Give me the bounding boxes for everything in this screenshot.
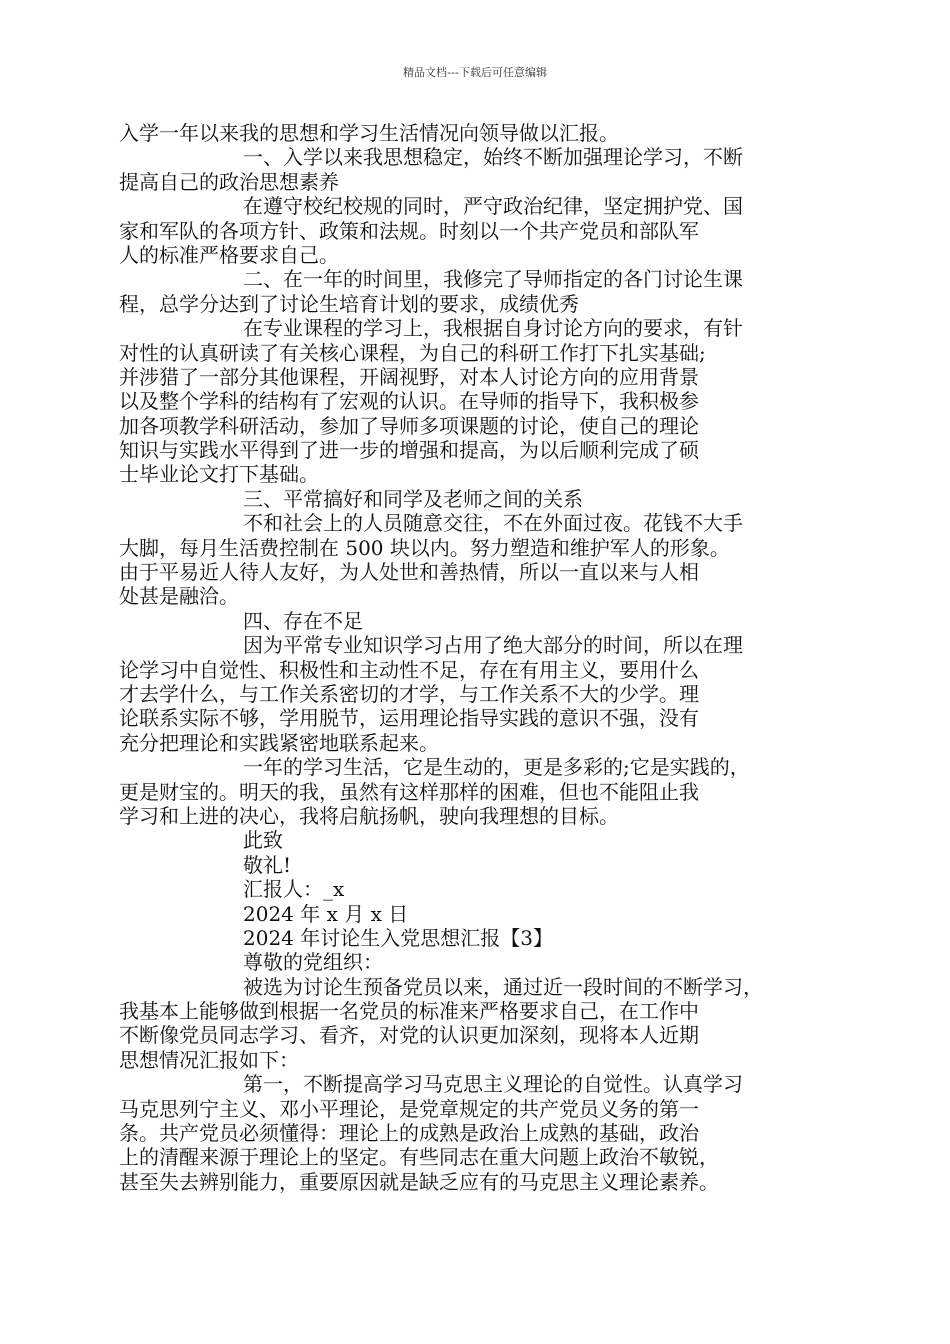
text-line: 不和社会上的人员随意交往，不在外面过夜。花钱不大手 [243, 511, 743, 536]
text-line: 以及整个学科的结构有了宏观的认识。在导师的指导下，我积极参 [119, 389, 699, 414]
text-line: 敬礼! [243, 852, 292, 877]
text-line: 我基本上能够做到根据一名党员的标准来严格要求自己，在工作中 [119, 999, 699, 1024]
text-line: 四、存在不足 [243, 608, 363, 633]
text-line: 尊敬的党组织： [243, 950, 383, 975]
text-line: 二、在一年的时间里，我修完了导师指定的各门讨论生课 [243, 267, 743, 292]
page-header: 精品文档---下载后可任意编辑 [403, 66, 547, 79]
document-body [119, 121, 839, 1194]
text-line: 第一，不断提高学习马克思主义理论的自觉性。认真学习 [243, 1072, 743, 1097]
text-line: 学习和上进的决心，我将启航扬帆，驶向我理想的目标。 [119, 803, 619, 828]
text-line: 提高自己的政治思想素养 [119, 169, 339, 194]
text-line: 不断像党员同志学习、看齐，对党的认识更加深刻，现将本人近期 [119, 1023, 699, 1048]
text-line: 处甚是融洽。 [119, 584, 239, 609]
text-line: 三、平常搞好和同学及老师之间的关系 [243, 486, 583, 511]
text-line: 知识与实践水平得到了进一步的增强和提高，为以后顺利完成了硕 [119, 438, 699, 463]
text-line: 人的标准严格要求自己。 [119, 242, 339, 267]
text-line: 在专业课程的学习上，我根据自身讨论方向的要求，有针 [243, 316, 743, 341]
text-line: 2024 年讨论生入党思想汇报【3】 [243, 925, 553, 950]
text-line: 对性的认真研读了有关核心课程，为自己的科研工作打下扎实基础; [119, 340, 706, 365]
text-line: 在遵守校纪校规的同时，严守政治纪律，坚定拥护党、国 [243, 194, 743, 219]
text-line: 士毕业论文打下基础。 [119, 462, 319, 487]
text-line: 因为平常专业知识学习占用了绝大部分的时间，所以在理 [243, 633, 743, 658]
text-line: 汇报人：_x [243, 877, 345, 902]
text-line: 甚至失去辨别能力，重要原因就是缺乏应有的马克思主义理论素养。 [119, 1169, 719, 1194]
text-line: 被选为讨论生预备党员以来，通过近一段时间的不断学习， [243, 974, 763, 999]
text-line: 家和军队的各项方针、政策和法规。时刻以一个共产党员和部队军 [119, 218, 699, 243]
text-line: 程，总学分达到了讨论生培育计划的要求，成绩优秀 [119, 291, 579, 316]
text-line: 一、入学以来我思想稳定，始终不断加强理论学习，不断 [243, 145, 743, 170]
text-line: 2024 年 x 月 x 日 [243, 901, 409, 926]
text-line: 上的清醒来源于理论上的坚定。有些同志在重大问题上政治不敏锐， [119, 1145, 719, 1170]
text-line: 更是财宝的。明天的我，虽然有这样那样的困难，但也不能阻止我 [119, 779, 699, 804]
text-line: 一年的学习生活，它是生动的，更是多彩的;它是实践的， [243, 755, 750, 780]
text-line: 条。共产党员必须懂得：理论上的成熟是政治上成熟的基础，政治 [119, 1121, 699, 1146]
text-line: 大脚，每月生活费控制在 500 块以内。努力塑造和维护军人的形象。 [119, 535, 730, 560]
text-line: 由于平易近人待人友好，为人处世和善热情，所以一直以来与人相 [119, 560, 699, 585]
text-line: 马克思列宁主义、邓小平理论，是党章规定的共产党员义务的第一 [119, 1096, 699, 1121]
text-line: 此致 [243, 828, 283, 853]
text-line: 入学一年以来我的思想和学习生活情况向领导做以汇报。 [119, 121, 619, 145]
text-line: 论学习中自觉性、积极性和主动性不足，存在有用主义，要用什么 [119, 657, 699, 682]
text-line: 才去学什么，与工作关系密切的才学，与工作关系不大的少学。理 [119, 681, 699, 706]
text-line: 论联系实际不够，学用脱节，运用理论指导实践的意识不强，没有 [119, 706, 699, 731]
text-line: 思想情况汇报如下： [119, 1047, 299, 1072]
text-line: 加各项教学科研活动，参加了导师多项课题的讨论，使自己的理论 [119, 413, 699, 438]
text-line: 充分把理论和实践紧密地联系起来。 [119, 730, 439, 755]
text-line: 并涉猎了一部分其他课程，开阔视野，对本人讨论方向的应用背景 [119, 364, 699, 389]
